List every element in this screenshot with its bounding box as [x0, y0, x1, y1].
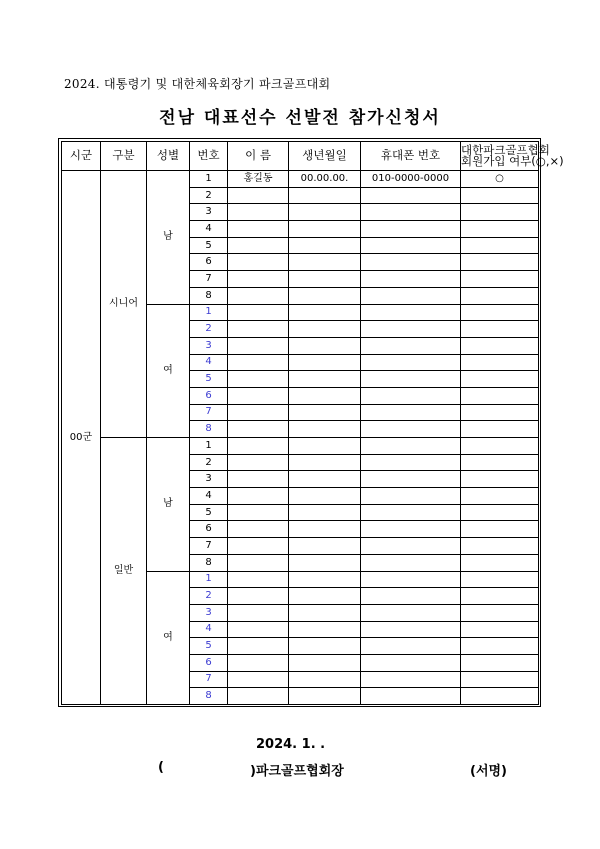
name-cell: 홍길동: [228, 171, 289, 188]
membership-cell[interactable]: [461, 204, 539, 221]
membership-cell[interactable]: [461, 654, 539, 671]
row-number: 6: [190, 254, 228, 271]
row-number: 5: [190, 638, 228, 655]
membership-cell[interactable]: [461, 421, 539, 438]
phone-cell[interactable]: [361, 621, 461, 638]
application-table: [61, 141, 564, 705]
phone-cell[interactable]: [361, 438, 461, 455]
gender-cell: 남: [147, 171, 190, 305]
table-row: [62, 438, 539, 455]
col-gender: 성별: [147, 142, 190, 171]
row-number: 2: [190, 187, 228, 204]
birth-cell[interactable]: [289, 521, 361, 538]
name-cell[interactable]: [228, 204, 289, 221]
phone-cell[interactable]: [361, 504, 461, 521]
name-cell[interactable]: [228, 438, 289, 455]
membership-cell[interactable]: [461, 354, 539, 371]
birth-cell[interactable]: [289, 354, 361, 371]
birth-cell[interactable]: [289, 471, 361, 488]
category-cell: 시니어: [101, 171, 147, 438]
row-number: 5: [190, 371, 228, 388]
membership-cell[interactable]: [461, 638, 539, 655]
membership-cell[interactable]: [461, 554, 539, 571]
membership-cell[interactable]: [461, 488, 539, 505]
membership-cell[interactable]: [461, 571, 539, 588]
phone-cell[interactable]: [361, 404, 461, 421]
col-birth: 생년월일: [289, 142, 361, 171]
membership-cell[interactable]: [461, 187, 539, 204]
row-number: 4: [190, 621, 228, 638]
phone-cell[interactable]: [361, 287, 461, 304]
membership-cell[interactable]: [461, 337, 539, 354]
name-cell[interactable]: [228, 421, 289, 438]
birth-cell[interactable]: [289, 504, 361, 521]
row-number: 8: [190, 287, 228, 304]
col-name: 이 름: [228, 142, 289, 171]
birth-cell[interactable]: [289, 187, 361, 204]
birth-cell[interactable]: [289, 554, 361, 571]
birth-cell[interactable]: [289, 287, 361, 304]
birth-cell[interactable]: [289, 454, 361, 471]
row-number: 1: [190, 438, 228, 455]
membership-cell[interactable]: [461, 438, 539, 455]
name-cell[interactable]: [228, 254, 289, 271]
phone-cell[interactable]: [361, 454, 461, 471]
birth-cell[interactable]: [289, 254, 361, 271]
birth-cell[interactable]: [289, 204, 361, 221]
membership-cell[interactable]: [461, 688, 539, 705]
phone-cell[interactable]: [361, 688, 461, 705]
row-number: 7: [190, 271, 228, 288]
association-head: )파크골프협회장: [250, 764, 344, 779]
name-cell[interactable]: [228, 521, 289, 538]
phone-cell[interactable]: [361, 321, 461, 338]
name-cell[interactable]: [228, 554, 289, 571]
membership-cell[interactable]: [461, 304, 539, 321]
col-phone: 휴대폰 번호: [361, 142, 461, 171]
name-cell[interactable]: [228, 271, 289, 288]
header-row: [62, 142, 539, 171]
membership-cell[interactable]: [461, 538, 539, 555]
name-cell[interactable]: [228, 604, 289, 621]
application-date: 2024. 1. .: [256, 737, 326, 752]
birth-cell[interactable]: [289, 404, 361, 421]
name-cell[interactable]: [228, 454, 289, 471]
col-category: 구분: [101, 142, 147, 171]
name-cell[interactable]: [228, 321, 289, 338]
membership-cell[interactable]: [461, 254, 539, 271]
phone-cell[interactable]: [361, 271, 461, 288]
membership-cell[interactable]: [461, 671, 539, 688]
phone-cell[interactable]: [361, 187, 461, 204]
phone-cell[interactable]: [361, 471, 461, 488]
name-cell[interactable]: [228, 638, 289, 655]
phone-cell[interactable]: [361, 638, 461, 655]
name-cell[interactable]: [228, 304, 289, 321]
col-membership-line1: 대한파크골프협회: [461, 142, 550, 157]
birth-cell[interactable]: [289, 588, 361, 605]
phone-cell[interactable]: [361, 371, 461, 388]
name-cell[interactable]: [228, 588, 289, 605]
name-cell[interactable]: [228, 237, 289, 254]
name-cell[interactable]: [228, 471, 289, 488]
phone-cell[interactable]: [361, 521, 461, 538]
row-number: 2: [190, 454, 228, 471]
name-cell[interactable]: [228, 287, 289, 304]
phone-cell: 010-0000-0000: [361, 171, 461, 188]
membership-cell[interactable]: [461, 387, 539, 404]
phone-cell[interactable]: [361, 421, 461, 438]
birth-cell[interactable]: [289, 221, 361, 238]
birth-cell[interactable]: [289, 271, 361, 288]
birth-cell[interactable]: [289, 321, 361, 338]
name-cell[interactable]: [228, 504, 289, 521]
row-number: 3: [190, 337, 228, 354]
phone-cell[interactable]: [361, 354, 461, 371]
birth-cell[interactable]: [289, 337, 361, 354]
membership-cell[interactable]: [461, 471, 539, 488]
name-cell[interactable]: [228, 221, 289, 238]
birth-cell[interactable]: [289, 237, 361, 254]
membership-cell: ○: [461, 171, 539, 188]
row-number: 6: [190, 387, 228, 404]
name-cell[interactable]: [228, 654, 289, 671]
birth-cell[interactable]: [289, 387, 361, 404]
row-number: 1: [190, 304, 228, 321]
phone-cell[interactable]: [361, 488, 461, 505]
row-number: 3: [190, 604, 228, 621]
membership-cell[interactable]: [461, 521, 539, 538]
birth-cell[interactable]: [289, 604, 361, 621]
col-number: 번호: [190, 142, 228, 171]
phone-cell[interactable]: [361, 221, 461, 238]
birth-cell[interactable]: [289, 438, 361, 455]
row-number: 6: [190, 521, 228, 538]
col-membership: [461, 142, 564, 171]
row-number: 3: [190, 471, 228, 488]
phone-cell[interactable]: [361, 304, 461, 321]
membership-cell[interactable]: [461, 621, 539, 638]
gender-cell: 여: [147, 304, 190, 438]
membership-cell[interactable]: [461, 237, 539, 254]
association-open-paren: (: [158, 760, 164, 775]
name-cell[interactable]: [228, 371, 289, 388]
name-cell[interactable]: [228, 621, 289, 638]
birth-cell[interactable]: [289, 688, 361, 705]
birth-cell[interactable]: [289, 621, 361, 638]
name-cell[interactable]: [228, 337, 289, 354]
membership-cell[interactable]: [461, 221, 539, 238]
membership-cell[interactable]: [461, 588, 539, 605]
name-cell[interactable]: [228, 671, 289, 688]
col-membership-line2: 회원가입 여부(○,×): [461, 154, 564, 168]
category-cell: 일반: [101, 438, 147, 705]
phone-cell[interactable]: [361, 387, 461, 404]
row-number: 7: [190, 671, 228, 688]
membership-cell[interactable]: [461, 371, 539, 388]
phone-cell[interactable]: [361, 654, 461, 671]
row-number: 7: [190, 404, 228, 421]
table-body: [62, 171, 539, 705]
row-number: 8: [190, 688, 228, 705]
row-number: 8: [190, 421, 228, 438]
birth-cell[interactable]: [289, 304, 361, 321]
row-number: 2: [190, 321, 228, 338]
form-title: 전남 대표선수 선발전 참가신청서: [159, 108, 441, 128]
row-number: 1: [190, 171, 228, 188]
birth-cell[interactable]: [289, 638, 361, 655]
birth-cell[interactable]: [289, 654, 361, 671]
row-number: 5: [190, 504, 228, 521]
row-number: 8: [190, 554, 228, 571]
phone-cell[interactable]: [361, 671, 461, 688]
phone-cell[interactable]: [361, 604, 461, 621]
row-number: 4: [190, 488, 228, 505]
phone-cell[interactable]: [361, 204, 461, 221]
membership-cell[interactable]: [461, 504, 539, 521]
row-number: 6: [190, 654, 228, 671]
row-number: 7: [190, 538, 228, 555]
name-cell[interactable]: [228, 187, 289, 204]
event-subtitle: 2024. 대통령기 및 대한체육회장기 파크골프대회: [64, 77, 331, 91]
name-cell[interactable]: [228, 404, 289, 421]
phone-cell[interactable]: [361, 538, 461, 555]
phone-cell[interactable]: [361, 588, 461, 605]
membership-cell[interactable]: [461, 404, 539, 421]
membership-cell[interactable]: [461, 287, 539, 304]
birth-cell[interactable]: [289, 371, 361, 388]
row-number: 3: [190, 204, 228, 221]
gender-cell: 남: [147, 438, 190, 572]
row-number: 4: [190, 221, 228, 238]
membership-cell[interactable]: [461, 604, 539, 621]
phone-cell[interactable]: [361, 337, 461, 354]
row-number: 2: [190, 588, 228, 605]
birth-cell[interactable]: [289, 421, 361, 438]
birth-cell: 00.00.00.: [289, 171, 361, 188]
table-row: [62, 171, 539, 188]
row-number: 1: [190, 571, 228, 588]
name-cell[interactable]: [228, 538, 289, 555]
row-number: 5: [190, 237, 228, 254]
birth-cell[interactable]: [289, 571, 361, 588]
membership-cell[interactable]: [461, 271, 539, 288]
row-number: 4: [190, 354, 228, 371]
name-cell[interactable]: [228, 571, 289, 588]
col-city: 시군: [62, 142, 101, 171]
name-cell[interactable]: [228, 488, 289, 505]
signature-label: (서명): [470, 764, 507, 779]
birth-cell[interactable]: [289, 671, 361, 688]
name-cell[interactable]: [228, 354, 289, 371]
phone-cell[interactable]: [361, 254, 461, 271]
birth-cell[interactable]: [289, 488, 361, 505]
membership-cell[interactable]: [461, 454, 539, 471]
gender-cell: 여: [147, 571, 190, 705]
membership-cell[interactable]: [461, 321, 539, 338]
name-cell[interactable]: [228, 688, 289, 705]
phone-cell[interactable]: [361, 237, 461, 254]
name-cell[interactable]: [228, 387, 289, 404]
phone-cell[interactable]: [361, 554, 461, 571]
birth-cell[interactable]: [289, 538, 361, 555]
city-cell: 00군: [62, 171, 101, 705]
phone-cell[interactable]: [361, 571, 461, 588]
